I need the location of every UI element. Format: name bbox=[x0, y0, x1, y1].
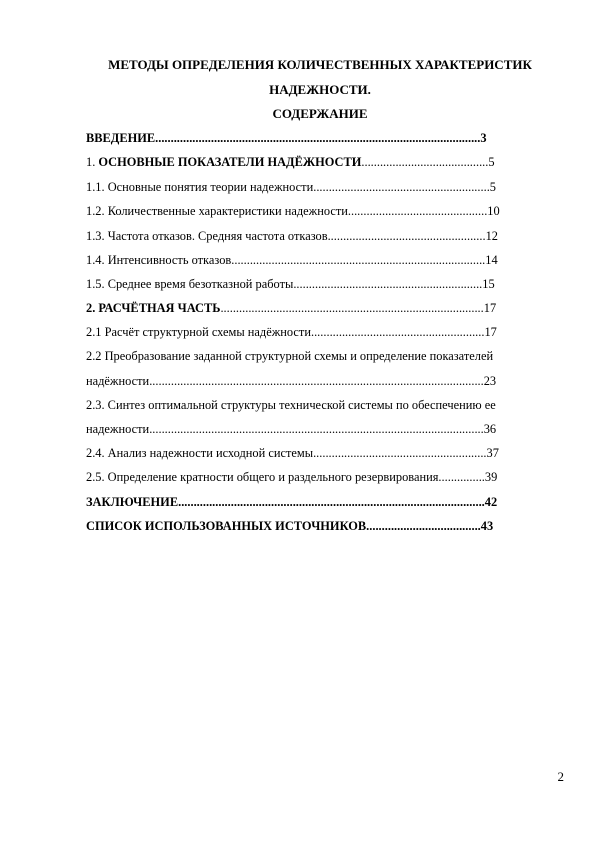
toc-leader-dots: ......................................................... bbox=[313, 180, 490, 194]
toc-entry-1-1[interactable] bbox=[86, 179, 552, 195]
toc-entry-references[interactable] bbox=[86, 518, 552, 534]
document-title-line1: МЕТОДЫ ОПРЕДЕЛЕНИЯ КОЛИЧЕСТВЕННЫХ ХАРАКТЕРИСТИК bbox=[108, 57, 532, 72]
toc-leader-dots: ......................................................................................................... bbox=[155, 131, 481, 145]
toc-leader-dots: .................................................................................. bbox=[231, 253, 486, 267]
toc-entry-page: 36 bbox=[483, 422, 497, 436]
contents-heading: СОДЕРЖАНИЕ bbox=[272, 106, 368, 121]
toc-entry-section-2[interactable] bbox=[86, 300, 552, 316]
toc-entry-1-5[interactable] bbox=[86, 276, 552, 292]
toc-leader-dots: ................................................................................................... bbox=[178, 495, 485, 509]
toc-entry-2-3-line1[interactable] bbox=[86, 397, 552, 413]
toc-entry-title: ЗАКЛЮЧЕНИЕ bbox=[86, 495, 179, 509]
toc-entry-2-1[interactable] bbox=[86, 324, 552, 340]
toc-entry-2-4[interactable] bbox=[86, 445, 552, 461]
toc-entry-page: 3 bbox=[480, 131, 487, 145]
toc-leader-dots: ................................................... bbox=[327, 229, 486, 243]
toc-entry-page: 43 bbox=[480, 519, 494, 533]
toc-entry-title: СПИСОК ИСПОЛЬЗОВАННЫХ ИСТОЧНИКОВ bbox=[86, 519, 367, 533]
toc-entry-2-5[interactable] bbox=[86, 469, 552, 485]
toc-entry-page: 23 bbox=[483, 374, 497, 388]
toc-entry-page: 42 bbox=[484, 495, 498, 509]
toc-entry-page: 37 bbox=[486, 446, 499, 460]
toc-leader-dots: ......................................... bbox=[361, 155, 489, 169]
toc-entry-title: 2. РАСЧЁТНАЯ ЧАСТЬ bbox=[86, 301, 221, 315]
toc-entry-number: 1.5. bbox=[86, 277, 108, 291]
toc-leader-dots: ..................................................................................... bbox=[220, 301, 484, 315]
toc-entry-1-3[interactable] bbox=[86, 228, 552, 244]
toc-entry-title: Среднее время безотказной работы bbox=[107, 277, 294, 291]
toc-entry-conclusion[interactable] bbox=[86, 494, 552, 510]
toc-entry-number: 1. bbox=[86, 155, 99, 169]
toc-entry-title: Количественные характеристики надежности bbox=[107, 204, 348, 218]
document-title-line2: НАДЕЖНОСТИ. bbox=[269, 82, 371, 97]
toc-entry-title: ВВЕДЕНИЕ bbox=[86, 131, 156, 145]
toc-entry-page: 5 bbox=[489, 180, 496, 194]
toc-entry-number: 1.3. bbox=[86, 229, 108, 243]
toc-entry-title: надёжности bbox=[86, 374, 150, 388]
toc-entry-2-3-line2[interactable] bbox=[86, 421, 552, 437]
page-number: 2 bbox=[557, 769, 564, 784]
toc-entry-title: 2.2 Преобразование заданной структурной схемы и определение показателей bbox=[86, 349, 494, 363]
toc-entry-page: 17 bbox=[483, 301, 497, 315]
toc-leader-dots: ........................................................ bbox=[310, 325, 485, 339]
toc-entry-title: Частота отказов. Средняя частота отказов bbox=[107, 229, 328, 243]
toc-leader-dots: ............... bbox=[438, 470, 485, 484]
toc-entry-page: 10 bbox=[487, 204, 500, 218]
toc-entry-title: 2.3. Синтез оптимальной структуры технической системы по обеспечению ее bbox=[86, 398, 496, 412]
toc-entry-page: 39 bbox=[484, 470, 498, 484]
toc-entry-page: 15 bbox=[482, 277, 495, 291]
toc-leader-dots: ............................................. bbox=[347, 204, 488, 218]
toc-leader-dots: ............................................................................................................ bbox=[149, 422, 484, 436]
toc-entry-page: 5 bbox=[488, 155, 495, 169]
toc-entry-page: 17 bbox=[484, 325, 497, 339]
toc-entry-1-4[interactable] bbox=[86, 252, 552, 268]
toc-leader-dots: ........................................................ bbox=[313, 446, 487, 460]
toc-entry-title: 2.4. Анализ надежности исходной системы bbox=[86, 446, 314, 460]
toc-leader-dots: ............................................................. bbox=[293, 277, 483, 291]
toc-entry-title: надежности bbox=[86, 422, 150, 436]
toc-entry-title: Основные понятия теории надежности bbox=[107, 180, 314, 194]
toc-entry-1-2[interactable] bbox=[86, 203, 552, 219]
toc-entry-number: 1.4. bbox=[86, 253, 108, 267]
toc-entry-number: 1.1. bbox=[86, 180, 108, 194]
toc-entry-2-2-line2[interactable] bbox=[86, 373, 552, 389]
toc-entry-title: 2.1 Расчёт структурной схемы надёжности bbox=[86, 325, 311, 339]
toc-entry-2-2-line1[interactable] bbox=[86, 348, 552, 364]
toc-entry-title: 2.5. Определение кратности общего и раздельного резервирования bbox=[86, 470, 439, 484]
toc-entry-introduction[interactable] bbox=[86, 130, 552, 146]
toc-entry-page: 12 bbox=[485, 229, 498, 243]
toc-leader-dots: ............................................................................................................ bbox=[149, 374, 484, 388]
toc-entry-title: ОСНОВНЫЕ ПОКАЗАТЕЛИ НАДЁЖНОСТИ bbox=[98, 155, 362, 169]
toc-entry-title: Интенсивность отказов bbox=[107, 253, 232, 267]
toc-entry-number: 1.2. bbox=[86, 204, 108, 218]
toc-entry-section-1[interactable] bbox=[86, 154, 552, 170]
toc-leader-dots: ..................................... bbox=[366, 519, 481, 533]
toc-entry-page: 14 bbox=[485, 253, 498, 267]
